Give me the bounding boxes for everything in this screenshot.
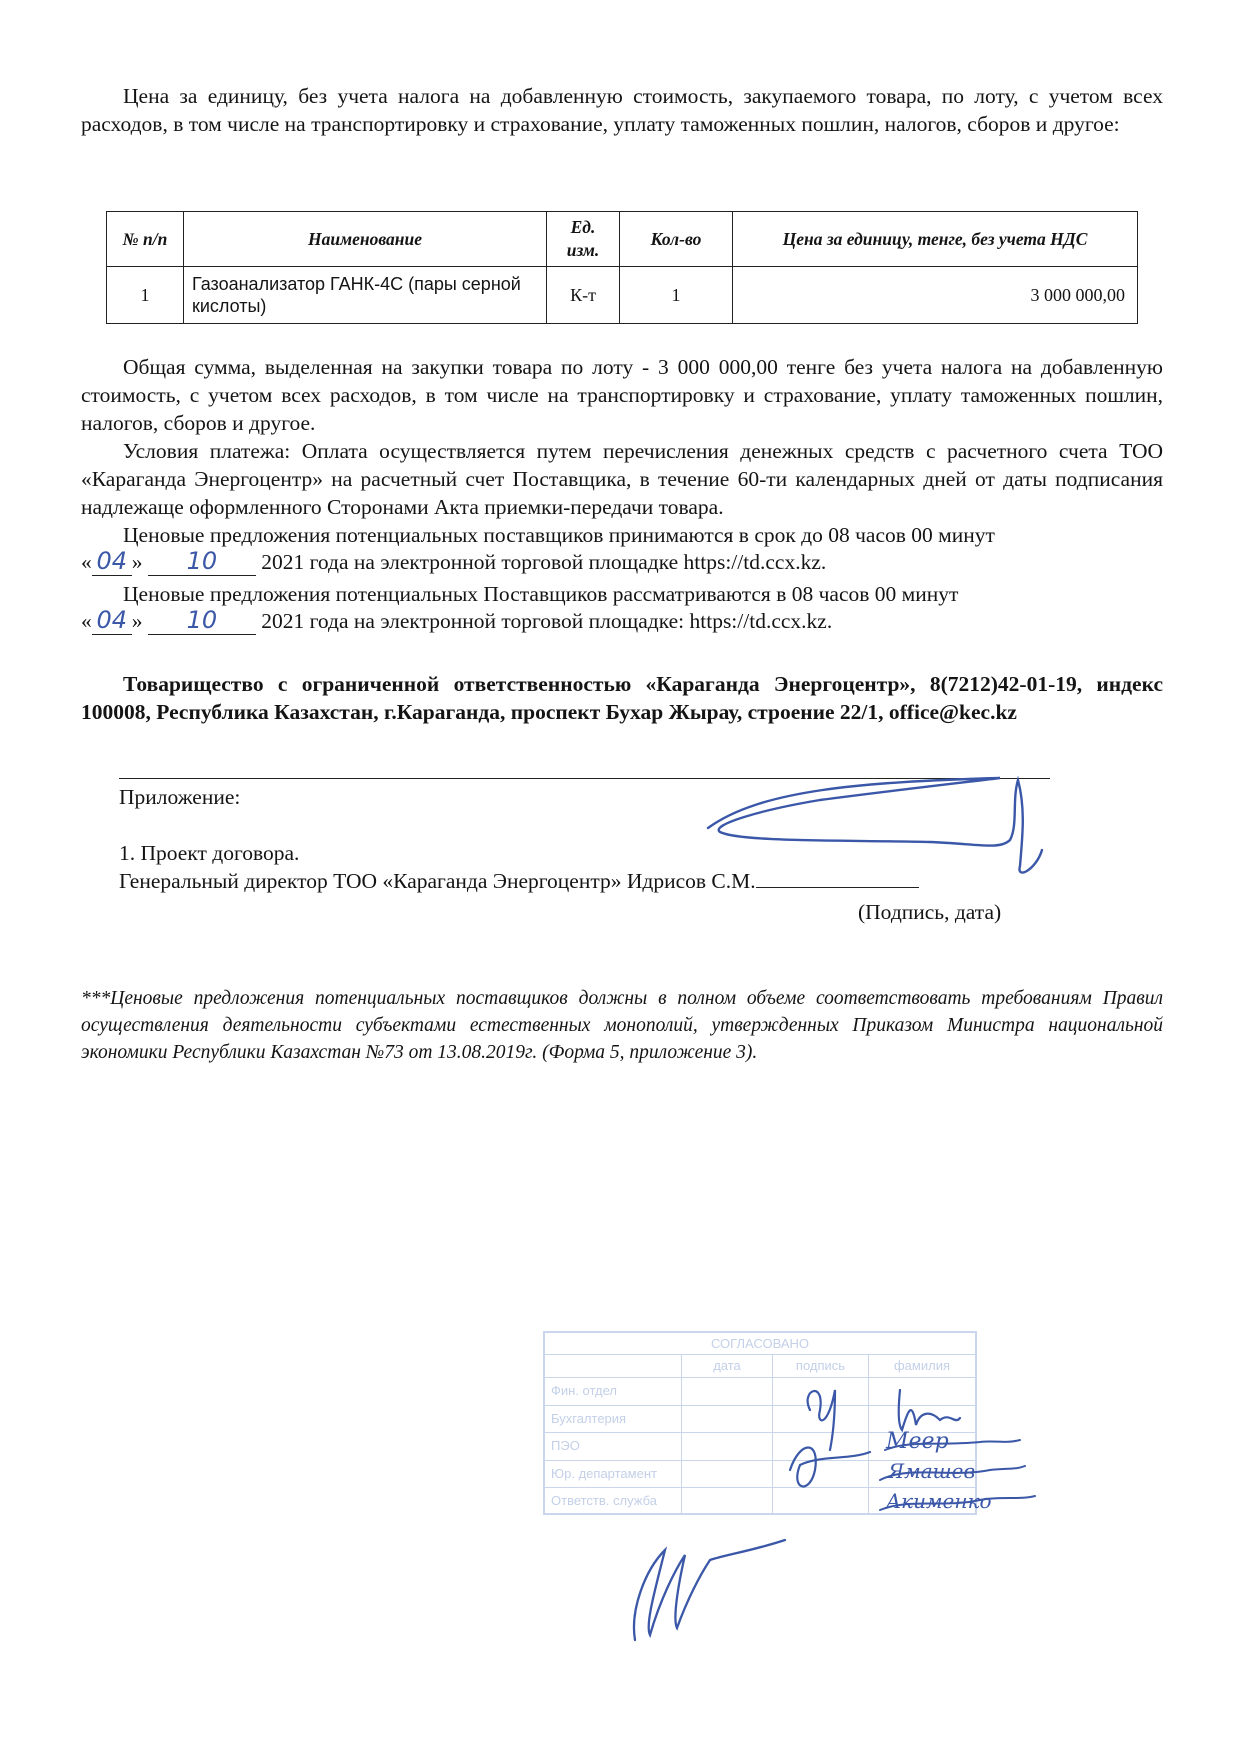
- payment-paragraph: Условия платежа: Оплата осуществляется путем перечисления денежных средств с расчетного счета ТОО «Караганда Энергоцентр» на расчетный счет Поставщика, в течение 60-ти календарных дней от даты подписания надлежаще оформленного Сторонами Акта приемки-передачи товара.: [81, 439, 1163, 519]
- stamp-row: Юр. департамент: [545, 1461, 975, 1489]
- director-signature: [700, 770, 1060, 880]
- col-header-num: № п/п: [107, 212, 184, 267]
- handwritten-month: 10: [148, 606, 256, 635]
- col-header-qty: Кол-во: [620, 212, 733, 267]
- price-table: [106, 211, 1138, 324]
- handwritten-day: 04: [92, 606, 132, 635]
- total-paragraph: Общая сумма, выделенная на закупки товара по лоту - 3 000 000,00 тенге без учета налога на добавленную стоимость, с учетом всех расходов, в том числе на транспортировку и страхование, уплату таможенных пошлин, налогов, сборов и другое.: [81, 355, 1163, 435]
- handwritten-day: 04: [92, 547, 132, 576]
- deadline-review-date: « 04 » 10 2021 года на электронной торговой площадке: https://td.ccx.kz.: [81, 606, 833, 634]
- stamp-row: Бухгалтерия: [545, 1406, 975, 1434]
- signature-caption: (Подпись, дата): [858, 900, 1002, 924]
- deadline-accept-date: « 04 » 10 2021 года на электронной торговой площадке https://td.ccx.kz.: [81, 547, 827, 575]
- cell-num: 1: [107, 267, 184, 324]
- deadline-accept-line: Ценовые предложения потенциальных поставщиков принимаются в срок до 08 часов 00 минут: [123, 523, 995, 547]
- stamp-col-signature: подпись: [773, 1355, 869, 1377]
- stamp-row: Фин. отдел: [545, 1378, 975, 1406]
- stamp-row: ПЭО: [545, 1433, 975, 1461]
- col-header-price: Цена за единицу, тенге, без учета НДС: [733, 212, 1138, 267]
- cell-unit: К-т: [547, 267, 620, 324]
- stamp-row: Ответств. служба: [545, 1488, 975, 1515]
- col-header-name: Наименование: [184, 212, 547, 267]
- appendix-item: 1. Проект договора.: [119, 841, 300, 865]
- deadline-accept-rest: 2021 года на электронной торговой площадке https://td.ccx.kz.: [261, 550, 827, 574]
- director-name: Генеральный директор ТОО «Караганда Энергоцентр» Идрисов С.М.: [119, 869, 756, 893]
- appendix-title: Приложение:: [119, 785, 241, 809]
- cell-qty: 1: [620, 267, 733, 324]
- handwritten-surname: Акименко: [886, 1489, 992, 1513]
- deadline-review-rest: 2021 года на электронной торговой площадке: https://td.ccx.kz.: [261, 609, 833, 633]
- company-details: Товарищество с ограниченной ответственностью «Караганда Энергоцентр», 8(7212)42-01-19, индекс 100008, Республика Казахстан, г.Караганда, проспект Бухар Жырау, строение 22/1, office@kec.kz: [81, 672, 1163, 724]
- cell-name: Газоанализатор ГАНК-4С (пары серной кислоты): [184, 267, 547, 324]
- handwritten-surname: Меер: [886, 1429, 949, 1454]
- handwritten-month: 10: [148, 547, 256, 576]
- intro-paragraph: Цена за единицу, без учета налога на добавленную стоимость, закупаемого товара, по лоту, с учетом всех расходов, в том числе на транспортировку и страхование, уплату таможенных пошлин, налогов, сборов и другое:: [81, 84, 1163, 136]
- bottom-signature: [615, 1530, 805, 1650]
- stamp-signatures: [780, 1370, 1080, 1530]
- footnote: ***Ценовые предложения потенциальных поставщиков должны в полном объеме соответствовать требованиям Правил осуществления деятельности субъектами естественных монополий, утвержденных Приказом Министра национальной экономики Республики Казахстан №73 от 13.08.2019г. (Форма 5, приложение 3).: [81, 988, 1163, 1063]
- handwritten-surname: Ямашев: [888, 1459, 976, 1483]
- stamp-col-date: дата: [682, 1355, 773, 1377]
- col-header-unit: Ед. изм.: [547, 212, 620, 267]
- stamp-title: СОГЛАСОВАНО: [545, 1333, 975, 1355]
- table-row: [107, 267, 1138, 324]
- stamp-col-surname: фамилия: [893, 1358, 950, 1373]
- deadline-review-line: Ценовые предложения потенциальных Поставщиков рассматриваются в 08 часов 00 минут: [123, 582, 959, 606]
- cell-price: 3 000 000,00: [733, 267, 1138, 324]
